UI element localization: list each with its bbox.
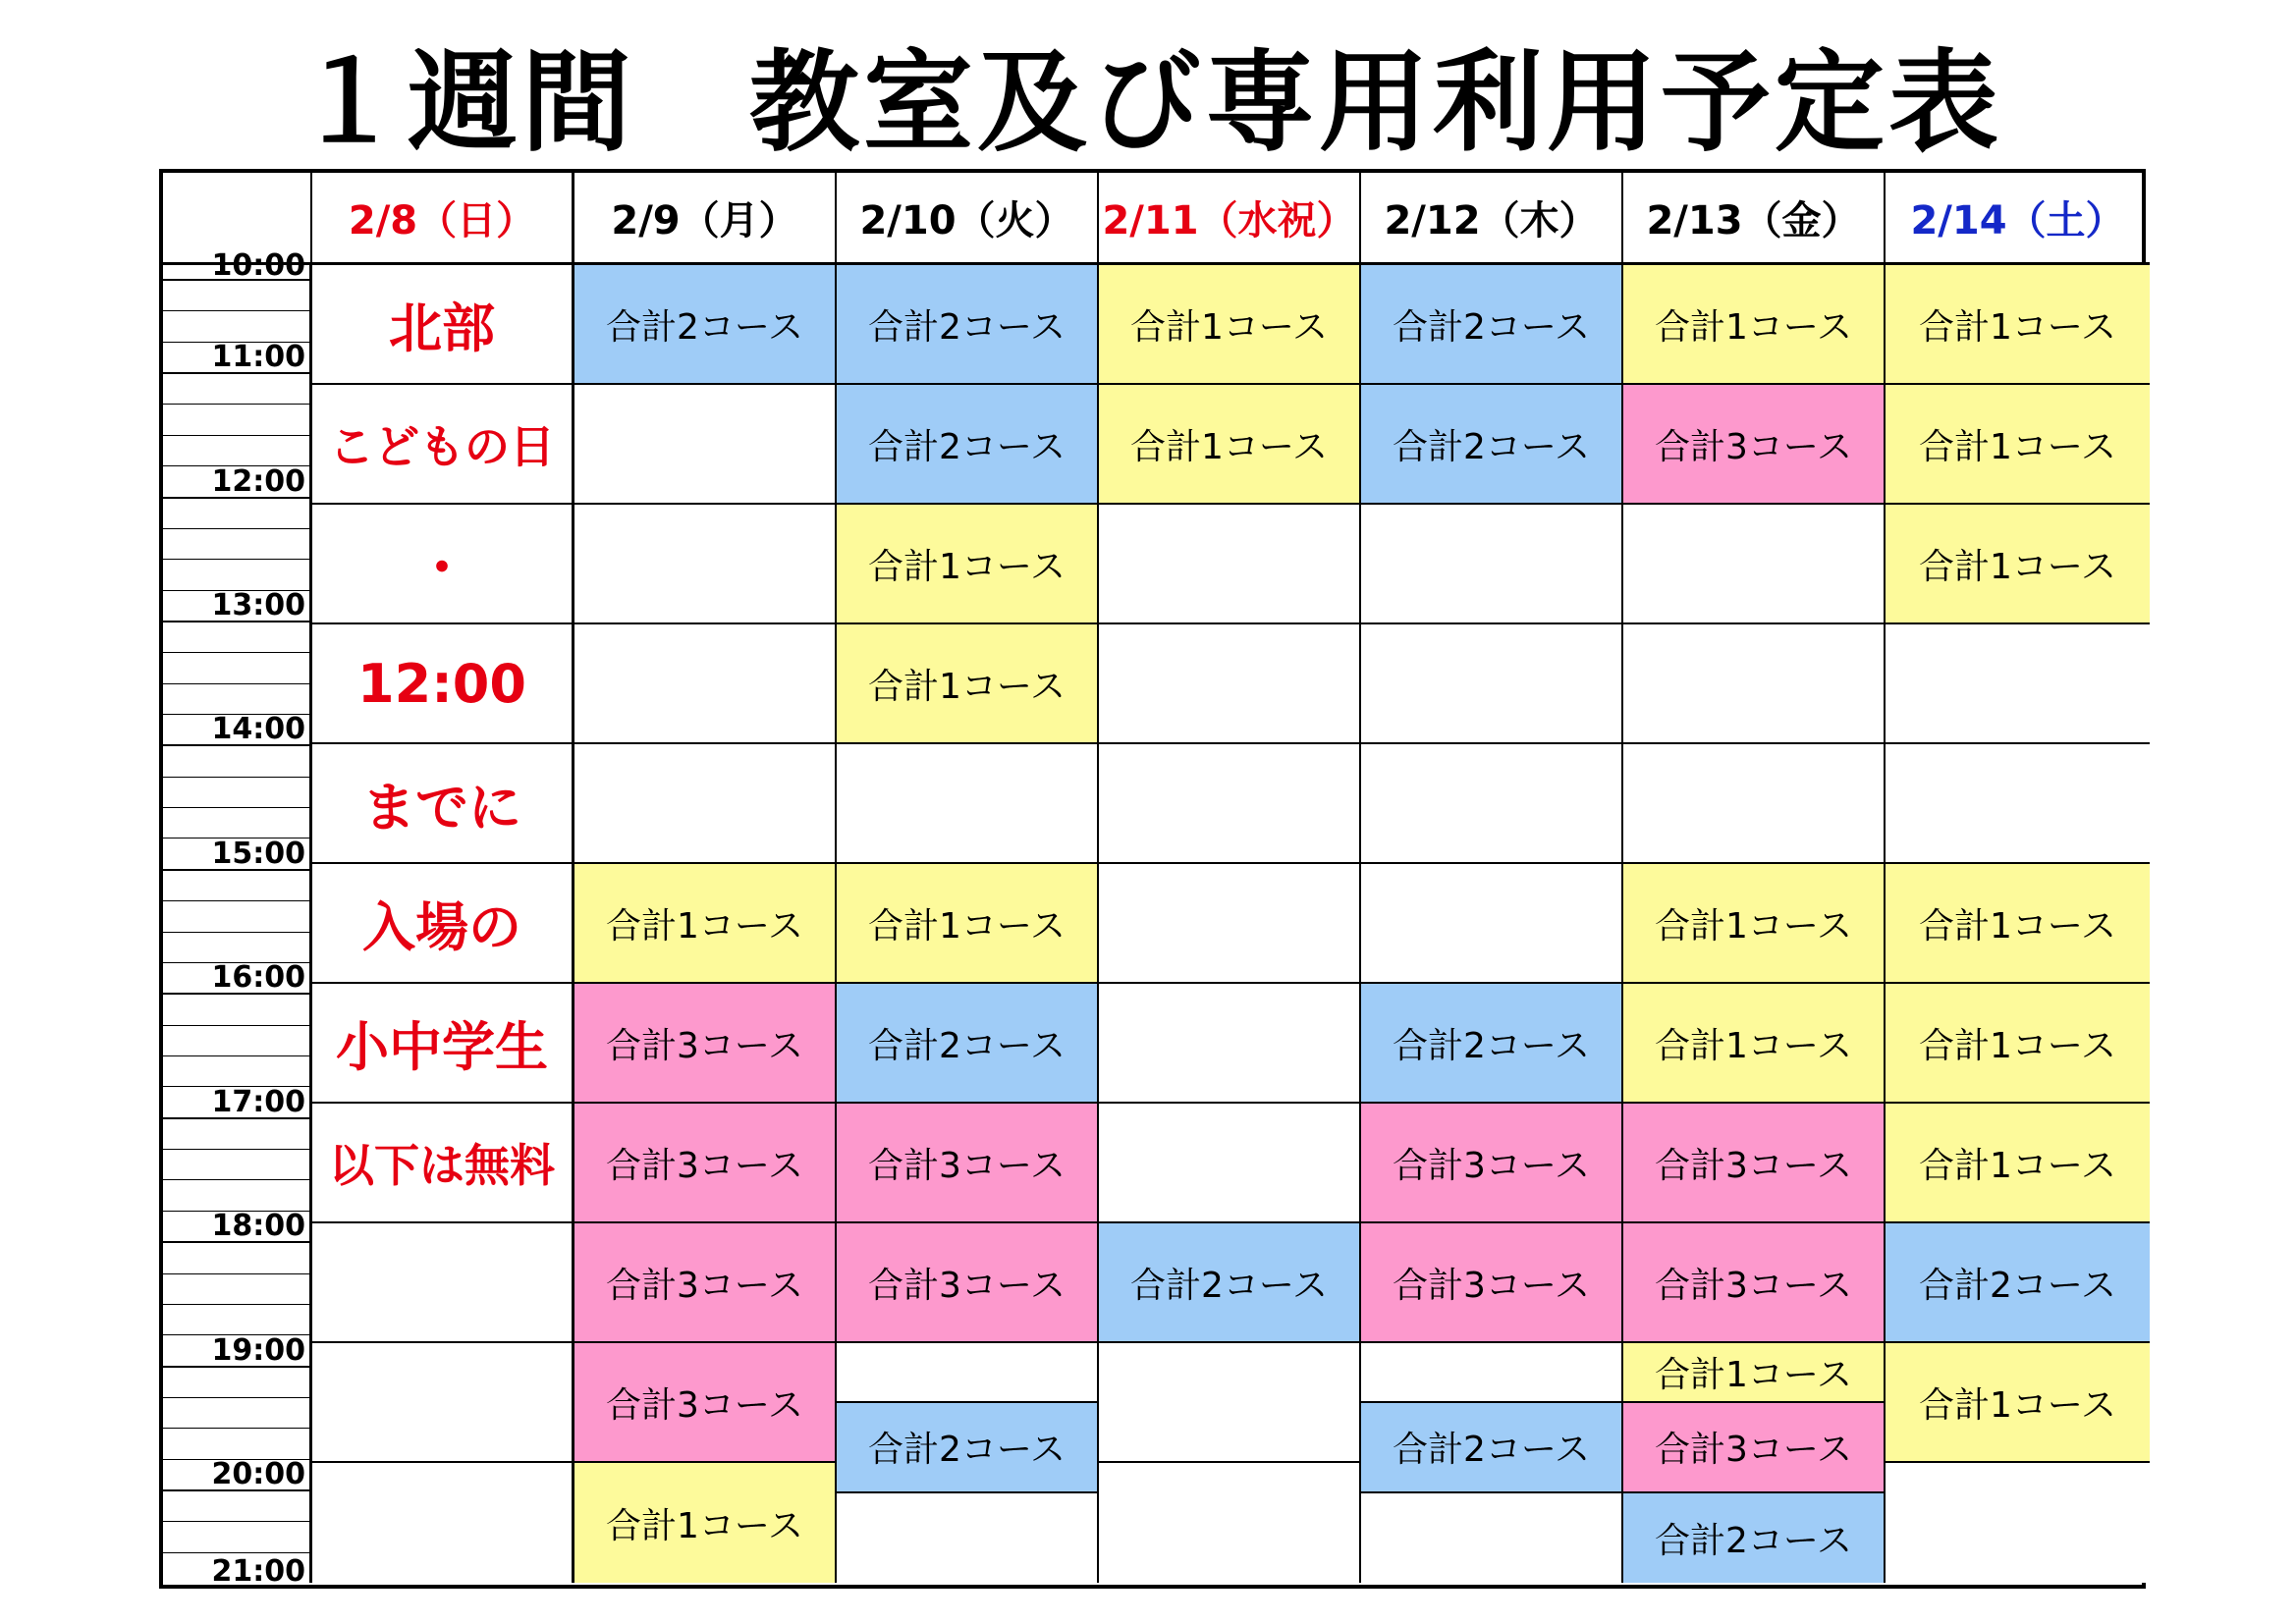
time-tick	[163, 778, 309, 808]
slot-fri: 合計3コース	[1623, 385, 1886, 505]
time-label: 18:00	[211, 1209, 305, 1244]
time-tick	[163, 1209, 309, 1244]
slot-thu: 合計2コース	[1361, 385, 1623, 505]
slot-tue: 合計1コース	[837, 505, 1099, 624]
time-tick	[163, 499, 309, 529]
time-tick	[163, 746, 309, 777]
header-wed: 2/11（水祝）	[1099, 173, 1361, 265]
slot-thu	[1361, 1493, 1623, 1584]
slot-wed: 合計1コース	[1099, 265, 1361, 385]
time-tick	[163, 684, 309, 715]
time-label: 21:00	[211, 1554, 305, 1590]
time-label: 14:00	[211, 712, 305, 747]
slot-fri	[1623, 505, 1886, 624]
slot-thu	[1361, 505, 1623, 624]
slot-tue: 合計2コース	[837, 265, 1099, 385]
time-tick	[163, 1084, 309, 1119]
slot-sat: 合計1コース	[1886, 385, 2150, 505]
slot-mon: 合計3コース	[574, 1343, 837, 1463]
sunday-note: ・	[312, 505, 574, 624]
time-tick	[163, 712, 309, 747]
time-tick	[163, 901, 309, 932]
slot-tue: 合計2コース	[837, 385, 1099, 505]
slot-sat: 合計2コース	[1886, 1223, 2150, 1343]
slot-sat: 合計1コース	[1886, 505, 2150, 624]
slot-sat	[1886, 744, 2150, 864]
slot-wed: 合計1コース	[1099, 385, 1361, 505]
time-tick	[163, 248, 309, 283]
slot-wed	[1099, 1343, 1361, 1463]
time-tick	[163, 374, 309, 405]
slot-sat: 合計1コース	[1886, 864, 2150, 984]
slot-tue: 合計2コース	[837, 1403, 1099, 1493]
slot-fri	[1623, 624, 1886, 744]
slot-mon: 合計1コース	[574, 864, 837, 984]
time-tick	[163, 340, 309, 375]
time-tick	[163, 1119, 309, 1150]
time-tick	[163, 1056, 309, 1087]
time-tick	[163, 311, 309, 342]
time-tick	[163, 1553, 309, 1590]
slot-thu: 合計2コース	[1361, 265, 1623, 385]
time-tick	[163, 436, 309, 466]
slot-tue: 合計3コース	[837, 1223, 1099, 1343]
slot-mon	[574, 385, 837, 505]
slot-mon: 合計3コース	[574, 1104, 837, 1223]
time-label: 12:00	[211, 463, 305, 499]
time-tick	[163, 1429, 309, 1459]
time-tick	[163, 463, 309, 499]
slot-fri: 合計1コース	[1623, 1343, 1886, 1403]
slot-wed	[1099, 984, 1361, 1104]
time-tick	[163, 1180, 309, 1211]
header-fri: 2/13（金）	[1623, 173, 1886, 265]
slot-tue: 合計2コース	[837, 984, 1099, 1104]
sunday-note: までに	[312, 744, 574, 864]
time-tick	[163, 1274, 309, 1305]
time-label: 20:00	[211, 1457, 305, 1492]
slot-mon	[574, 505, 837, 624]
sunday-note: こどもの日	[312, 385, 574, 505]
slot-wed	[1099, 1463, 1361, 1583]
slot-wed	[1099, 864, 1361, 984]
time-tick	[163, 1457, 309, 1492]
slot-sat: 合計1コース	[1886, 1343, 2150, 1463]
slot-fri: 合計1コース	[1623, 864, 1886, 984]
page-title: １週間 教室及び専用利用予定表	[294, 39, 2002, 167]
time-label: 15:00	[211, 836, 305, 871]
sunday-note: 入場の	[312, 864, 574, 984]
time-column	[163, 248, 312, 1590]
time-tick	[163, 1522, 309, 1552]
header-mon: 2/9（月）	[574, 173, 837, 265]
header-tue: 2/10（火）	[837, 173, 1099, 265]
slot-sat: 合計1コース	[1886, 265, 2150, 385]
slot-fri: 合計3コース	[1623, 1104, 1886, 1223]
time-tick	[163, 587, 309, 622]
slot-sat: 合計1コース	[1886, 1104, 2150, 1223]
slot-thu: 合計3コース	[1361, 1223, 1623, 1343]
time-tick	[163, 560, 309, 590]
time-tick	[163, 995, 309, 1025]
slot-fri: 合計2コース	[1623, 1493, 1886, 1584]
slot-wed: 合計2コース	[1099, 1223, 1361, 1343]
schedule-table	[159, 169, 2146, 1589]
time-tick	[163, 1243, 309, 1273]
slot-sat: 合計1コース	[1886, 984, 2150, 1104]
sunday-note: 小中学生	[312, 984, 574, 1104]
time-label: 16:00	[211, 960, 305, 996]
time-tick	[163, 1332, 309, 1368]
time-tick	[163, 1491, 309, 1522]
slot-mon: 合計1コース	[574, 1463, 837, 1583]
slot-thu: 合計3コース	[1361, 1104, 1623, 1223]
sunday-note: 12:00	[312, 624, 574, 744]
time-tick	[163, 653, 309, 683]
time-label: 13:00	[211, 587, 305, 622]
slot-fri: 合計1コース	[1623, 265, 1886, 385]
slot-thu: 合計2コース	[1361, 1403, 1623, 1493]
slot-tue: 合計1コース	[837, 864, 1099, 984]
time-tick	[163, 1150, 309, 1180]
slot-tue	[837, 1493, 1099, 1584]
slot-mon	[574, 744, 837, 864]
time-tick	[163, 1368, 309, 1398]
slot-wed	[1099, 505, 1361, 624]
time-tick	[163, 808, 309, 839]
slot-wed	[1099, 744, 1361, 864]
slot-mon: 合計2コース	[574, 265, 837, 385]
slot-mon: 合計3コース	[574, 984, 837, 1104]
time-tick	[163, 1398, 309, 1429]
slot-tue: 合計3コース	[837, 1104, 1099, 1223]
slot-sat	[1886, 624, 2150, 744]
slot-tue	[837, 1343, 1099, 1403]
time-tick	[163, 529, 309, 560]
time-tick	[163, 405, 309, 435]
slot-wed	[1099, 624, 1361, 744]
slot-thu	[1361, 744, 1623, 864]
time-tick	[163, 622, 309, 653]
time-tick	[163, 1305, 309, 1335]
slot-fri: 合計1コース	[1623, 984, 1886, 1104]
sunday-empty	[312, 1343, 574, 1463]
slot-sat	[1886, 1463, 2150, 1583]
header-sun: 2/8（日）	[312, 173, 574, 265]
header-sat: 2/14（土）	[1886, 173, 2150, 265]
slot-tue	[837, 744, 1099, 864]
slot-thu: 合計2コース	[1361, 984, 1623, 1104]
slot-fri: 合計3コース	[1623, 1223, 1886, 1343]
sunday-note: 北部	[312, 265, 574, 385]
time-tick	[163, 1026, 309, 1056]
time-label: 11:00	[211, 340, 305, 375]
slot-thu	[1361, 624, 1623, 744]
header-thu: 2/12（木）	[1361, 173, 1623, 265]
time-label: 17:00	[211, 1084, 305, 1119]
slot-mon	[574, 624, 837, 744]
time-tick	[163, 960, 309, 996]
time-tick	[163, 836, 309, 871]
slot-mon: 合計3コース	[574, 1223, 837, 1343]
time-label: 10:00	[211, 248, 305, 283]
time-tick	[163, 871, 309, 901]
slot-fri	[1623, 744, 1886, 864]
sunday-empty	[312, 1223, 574, 1343]
slot-fri: 合計3コース	[1623, 1403, 1886, 1493]
sunday-note: 以下は無料	[312, 1104, 574, 1223]
slot-wed	[1099, 1104, 1361, 1223]
slot-thu	[1361, 864, 1623, 984]
sunday-empty	[312, 1463, 574, 1583]
time-label: 19:00	[211, 1332, 305, 1368]
time-tick	[163, 933, 309, 963]
time-tick	[163, 281, 309, 311]
slot-tue: 合計1コース	[837, 624, 1099, 744]
slot-thu	[1361, 1343, 1623, 1403]
